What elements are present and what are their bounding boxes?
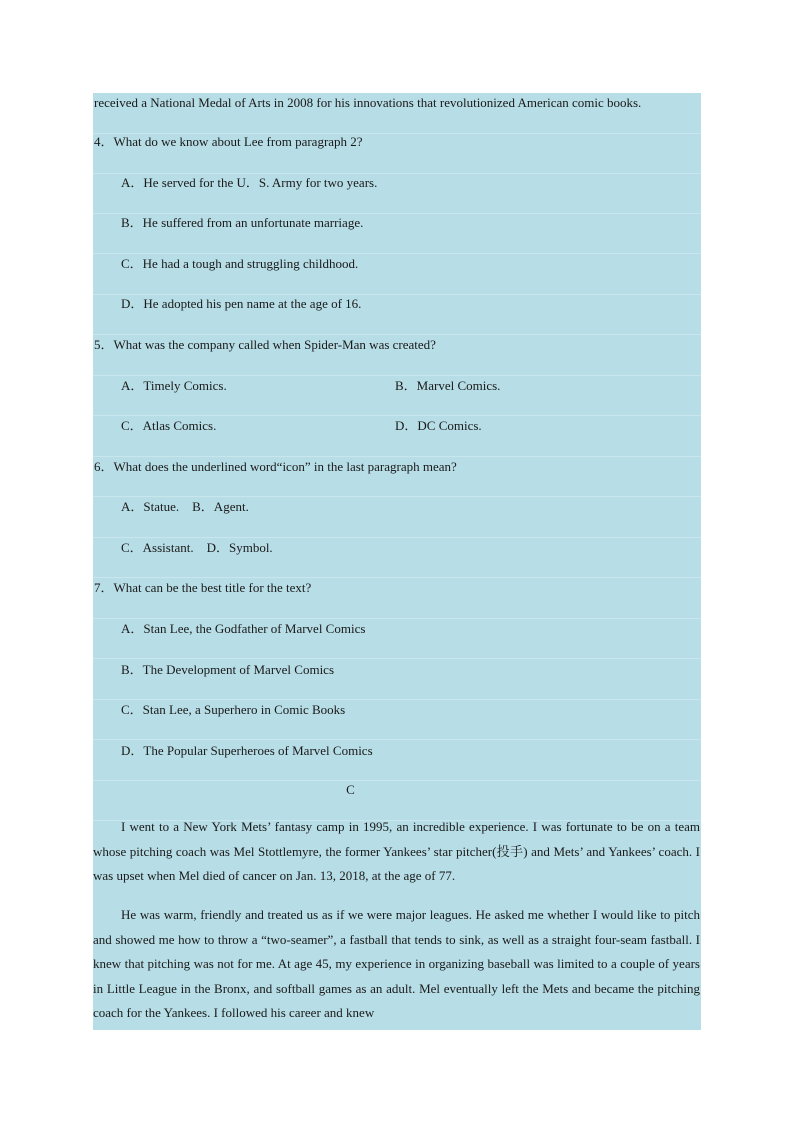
question-5-option-d: D．DC Comics. — [395, 418, 482, 433]
question-5-option-c: C．Atlas Comics. — [121, 418, 217, 433]
question-4-option-a: A．He served for the U．S. Army for two years. — [121, 175, 378, 190]
paragraph-2-text: He was warm, friendly and treated us as if we were major leagues. He asked me whether I would like to pitch and showed me how to throw a “two-seamer”, a fastball that tends to sink, as well as a straight four-seam fastball. I knew that pitching was not for me. At age 45, my experience in organizing baseball was limited to a couple of years in Little League in the Bronx, and softball games as an adult. Mel eventually left the Mets and became the pitching coach for the Yankees. I followed his career and knew — [93, 907, 700, 1020]
question-5-stem: 5．What was the company called when Spider-Man was created? — [94, 337, 436, 352]
question-7-option-a: A．Stan Lee, the Godfather of Marvel Comics — [121, 621, 366, 636]
passage-paragraph-1 — [93, 815, 700, 889]
question-6-options-ab: A．Statue. B．Agent. — [121, 499, 249, 514]
question-5-option-a: A．Timely Comics. — [121, 378, 227, 393]
question-6-options-cd: C．Assistant. D．Symbol. — [121, 540, 273, 555]
question-4-option-b: B．He suffered from an unfortunate marriage. — [121, 215, 364, 230]
intro-line: received a National Medal of Arts in 2008 for his innovations that revolutionized American comic books. — [94, 95, 642, 110]
passage-paragraph-2 — [93, 903, 700, 1026]
question-6-stem: 6．What does the underlined word“icon” in the last paragraph mean? — [94, 459, 457, 474]
section-label: C — [346, 782, 355, 797]
question-4-option-d: D．He adopted his pen name at the age of 16. — [121, 296, 362, 311]
question-7-option-c: C．Stan Lee, a Superhero in Comic Books — [121, 702, 346, 717]
question-7-stem: 7．What can be the best title for the text? — [94, 580, 312, 595]
question-4-option-c: C．He had a tough and struggling childhood. — [121, 256, 359, 271]
question-5-option-b: B．Marvel Comics. — [395, 378, 501, 393]
question-7-option-d: D．The Popular Superheroes of Marvel Comics — [121, 743, 373, 758]
question-7-option-b: B．The Development of Marvel Comics — [121, 662, 335, 677]
question-4-stem: 4．What do we know about Lee from paragraph 2? — [94, 134, 363, 149]
paragraph-1-text: I went to a New York Mets’ fantasy camp in 1995, an incredible experience. I was fortunate to be on a team whose pitching coach was Mel Stottlemyre, the former Yankees’ star pitcher(投手) and Mets’ and Yankees’ coach. I was upset when Mel died of cancer on Jan. 13, 2018, at the age of 77. — [93, 819, 700, 883]
